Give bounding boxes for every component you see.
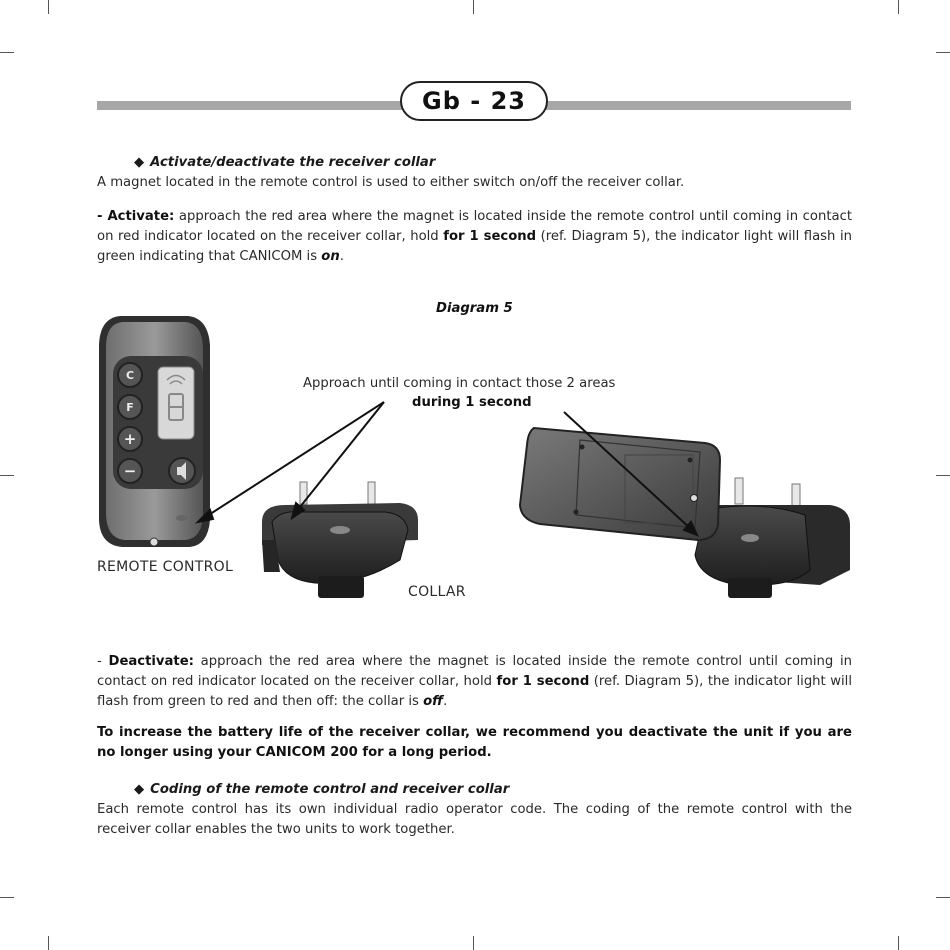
activate-text-2: (ref. Diagram 5), the indicator light will flash in green indicating that CANICOM is <box>97 229 852 264</box>
battery-note: To increase the battery life of the receiver collar, we recommend you deactivate the unit if you are no longer using your CANICOM 200 for a long period. <box>97 725 852 760</box>
coding-paragraph: Each remote control has its own individual radio operator code. The coding of the remote control with the receiver collar enables the two units to work together. <box>97 802 852 837</box>
activate-text-1: approach the red area where the magnet is located inside the remote control until coming in contact on red indicator located on the receiver collar, hold <box>97 209 852 244</box>
intro-paragraph: A magnet located in the remote control is used to either switch on/off the receiver collar. <box>97 175 685 190</box>
collar-label: COLLAR <box>408 584 466 600</box>
activate-duration: for 1 second <box>443 229 537 244</box>
section-heading-coding <box>134 780 509 800</box>
deactivate-text-1: approach the red area where the magnet is located inside the remote control until coming in contact on red indicator located on the receiver collar, hold <box>97 654 853 689</box>
deactivate-lead: Deactivate: <box>108 654 194 669</box>
remote-button-c: C <box>125 369 135 382</box>
approach-duration: during 1 second <box>412 395 532 410</box>
heading-text: Coding of the remote control and receiver collar <box>150 782 510 797</box>
activate-lead: - Activate: <box>97 209 175 224</box>
deactivate-duration: for 1 second <box>496 674 590 689</box>
remote-button-minus: − <box>123 462 137 480</box>
deactivate-off: off <box>423 694 444 709</box>
approach-caption: Approach until coming in contact those 2 areas <box>303 376 616 391</box>
deactivate-paragraph <box>97 652 852 712</box>
deactivate-prefix: - <box>97 654 109 669</box>
diagram-title: Diagram 5 <box>436 301 513 316</box>
activate-end: . <box>339 249 344 264</box>
collar-illustration <box>262 482 418 598</box>
remote-and-collar-contact-illustration <box>520 428 850 598</box>
remote-control-label: REMOTE CONTROL <box>97 559 234 575</box>
remote-button-f: F <box>126 401 134 414</box>
heading-text: Activate/deactivate the receiver collar <box>150 155 436 170</box>
remote-control-illustration <box>99 316 210 547</box>
activate-on: on <box>321 249 340 264</box>
deactivate-text-2: (ref. Diagram 5), the indicator light will flash from green to red and then off: the collar is <box>97 674 852 709</box>
remote-button-plus: + <box>123 430 137 448</box>
deactivate-end: . <box>443 694 448 709</box>
page-number: Gb - 23 <box>400 81 548 121</box>
diamond-bullet-icon: ◆ <box>134 155 145 170</box>
diamond-bullet-icon: ◆ <box>134 782 145 797</box>
